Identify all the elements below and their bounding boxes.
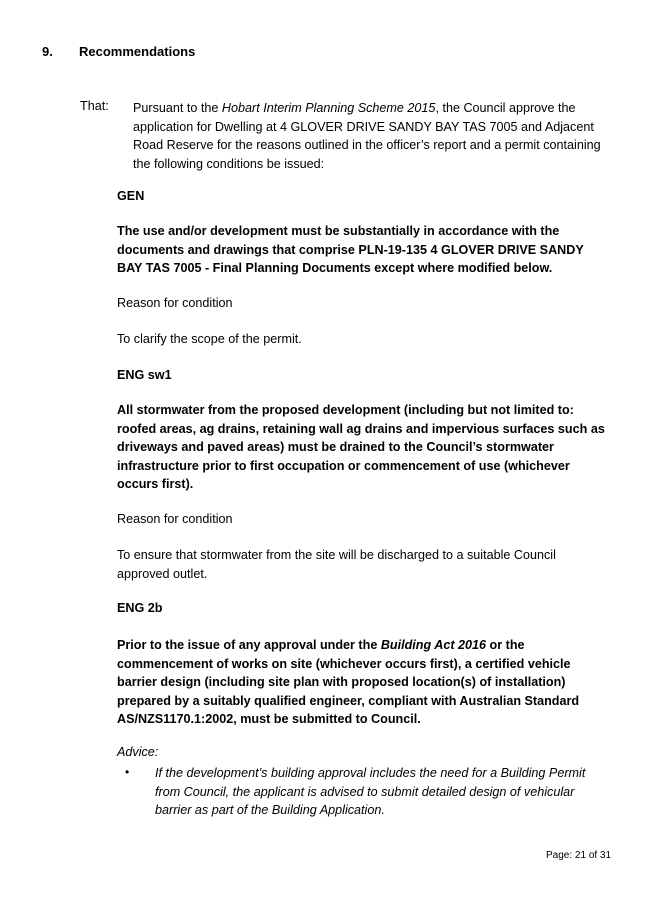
reason-label-eng-sw1: Reason for condition <box>117 512 233 526</box>
condition-code-eng-sw1: ENG sw1 <box>117 368 172 382</box>
building-act-name: Building Act 2016 <box>380 638 487 652</box>
page-number: Page: 21 of 31 <box>546 850 612 861</box>
intro-paragraph <box>133 99 603 173</box>
condition-text-eng-2b-prefix: Prior to the issue of any approval under the <box>117 638 381 652</box>
reason-label-gen: Reason for condition <box>117 296 233 310</box>
planning-scheme-name: Hobart Interim Planning Scheme 2015 <box>221 101 436 115</box>
condition-code-gen: GEN <box>117 189 145 203</box>
section-number: 9. <box>42 44 53 59</box>
advice-label: Advice: <box>117 745 159 759</box>
bullet-icon: • <box>125 765 130 779</box>
intro-prefix: Pursuant to the <box>133 101 222 115</box>
that-label: That: <box>80 99 109 113</box>
condition-text-gen: The use and/or development must be substantially in accordance with the documents and drawings that comprise PLN-19-135 4 GLOVER DRIVE SANDY BAY TAS 7005 - Final Planning Documents except where modified below. <box>117 224 584 275</box>
condition-text-eng-sw1: All stormwater from the proposed development (including but not limited to: roofed areas, ag drains, retaining wall ag drains and impervious surfaces such as driveways and paved areas) must be drained to the Council’s stormwater infrastructure prior to first occupation or commencement of use (whichever occurs first). <box>117 403 605 491</box>
section-title: Recommendations <box>79 44 196 59</box>
condition-code-eng-2b: ENG 2b <box>117 601 163 615</box>
condition-text-eng-2b <box>117 636 607 729</box>
intro-suffix: , the Council approve the application for Dwelling at 4 GLOVER DRIVE SANDY BAY TAS 7005 and Adjacent Road Reserve for the reasons outlined in the officer’s report and a permit containing the following conditions be issued: <box>133 101 601 171</box>
reason-text-gen: To clarify the scope of the permit. <box>117 332 302 346</box>
advice-item: If the development’s building approval includes the need for a Building Permit from Council, the applicant is advised to submit detailed design of vehicular barrier as part of the Building Application. <box>155 766 586 817</box>
reason-text-eng-sw1: To ensure that stormwater from the site will be discharged to a suitable Council approved outlet. <box>117 548 556 581</box>
condition-text-eng-2b-suffix: or the commencement of works on site (whichever occurs first), a certified vehicle barrier design (including site plan with proposed location(s) of installation) prepared by a suitably qualified engineer, compliant with Australian Standard AS/NZS1170.1:2002, must be submitted to Council. <box>117 638 580 726</box>
